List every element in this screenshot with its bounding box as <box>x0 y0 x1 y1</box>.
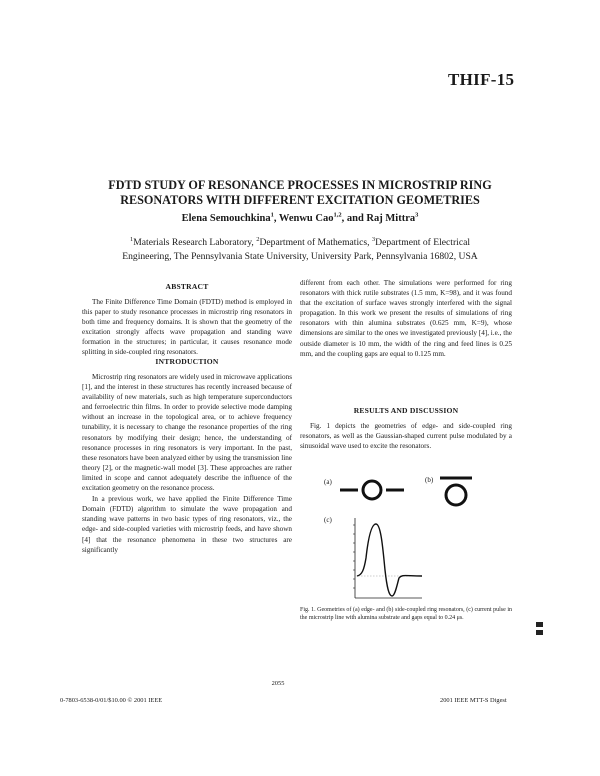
figure-1-caption: Fig. 1. Geometries of (a) edge- and (b) side-coupled ring resonators, (c) current pulse in the microstrip line with alumina substrate and gaps equal to 0.24 μs. <box>300 607 512 622</box>
author-separator: , <box>273 213 279 224</box>
author-3: Raj Mittra <box>366 213 416 224</box>
affil-text: Department of Mathematics, <box>259 237 372 248</box>
edge-coupled-ring-diagram <box>340 481 404 499</box>
title-line-1: FDTD STUDY OF RESONANCE PROCESSES IN MICROSTRIP RING <box>108 178 492 192</box>
abstract-heading: ABSTRACT <box>165 282 209 291</box>
affiliations <box>60 236 540 264</box>
margin-mark <box>536 622 543 627</box>
side-coupled-ring-diagram <box>440 478 472 505</box>
figure-label-c: (c) <box>324 516 332 524</box>
margin-mark <box>536 630 543 635</box>
results-heading: RESULTS AND DISCUSSION <box>353 406 459 415</box>
results-paragraph-1: Fig. 1 depicts the geometries of edge- and side-coupled ring resonators, as well as the Gaussian-shaped current pulse modulated by a sinusoidal wave used to excite the resonators. <box>300 422 512 451</box>
page-number: 2055 <box>271 680 285 687</box>
author-1: Elena Semouchkina <box>181 213 271 224</box>
continuation-paragraph: different from each other. The simulations were performed for ring resonators with thick rutile substrates (1.5 mm, K=98), and it was found that the excitation of surface waves strongly interfered with the signal propagation. In this work we present the results of simulations of ring resonators with thin alumina substrates (0.625 mm, K=9), whose dimensions are similar to the ones we investigated previously [4], i.e., the outside diameter is 10 mm, the width of the ring and feed lines is 0.25 mm, and the coupling gaps are equal to 0.125 mm. <box>300 279 512 358</box>
introduction-heading: INTRODUCTION <box>155 357 219 366</box>
intro-paragraph-2: In a previous work, we have applied the Finite Difference Time Domain (FDTD) algorithm to simulate the wave propagation and standing wave patterns in two basic types of ring resonators, viz., the edge- and side-coupled varieties with microstrip feeds, and have shown [4] that the resonance phenomena in these two structures are significantly <box>82 495 292 554</box>
figure-label-b: (b) <box>425 476 434 484</box>
title-line-2: RESONATORS WITH DIFFERENT EXCITATION GEOMETRIES <box>120 193 480 207</box>
affil-text: Department of Electrical <box>375 237 470 248</box>
right-column-continuation <box>300 278 512 359</box>
footer-copyright: 0-7803-6538-0/01/$10.00 © 2001 IEEE <box>60 697 163 704</box>
author-list <box>60 213 540 224</box>
affil-mark: 1 <box>130 235 134 243</box>
abstract-text <box>82 297 292 358</box>
intro-paragraph-1: Microstrip ring resonators are widely used in microwave applications [1], and the interest in these structures has recently increased because of availability of new materials, such as high temperature superconductors and ferroelectric thin films. In order to provide selective mode damping without an increase in the topological area, or to achieve frequency tunability, it is necessary to change the resonance properties of the ring resonators by modifying their design; hence, the understanding of resonance processes in ring resonators is very important. In the past, these resonators have been analyzed either by using the transmission line theory [2], or the magnetic-wall model [3]. These approaches are rather limited in scope and cannot adequately describe the influence of the excitation geometry on the resonance process. <box>82 373 292 493</box>
results-text <box>300 421 512 451</box>
affiliation-line-2: Engineering, The Pennsylvania State University, University Park, Pennsylvania 16802, USA <box>122 251 478 262</box>
footer-digest: 2001 IEEE MTT-S Digest <box>440 697 507 704</box>
author-separator: , and <box>341 213 367 224</box>
paper-code: THIF-15 <box>448 70 515 89</box>
figure-1-graphic <box>300 470 512 605</box>
affiliation-line-1 <box>60 236 540 250</box>
abstract-paragraph: The Finite Difference Time Domain (FDTD) method is employed in this paper to study resonance processes in microstrip ring resonators in both time and frequency domains. It is shown that the geometry of the excitation strongly affects wave propagation and standing wave formation in the structures; in particular, it causes resonance mode splitting in side-coupled ring resonators. <box>82 298 292 357</box>
author-3-affil: 3 <box>415 211 419 219</box>
author-1-affil: 1 <box>270 211 274 219</box>
author-2: Wenwu Cao <box>278 213 334 224</box>
current-pulse-plot <box>353 518 422 598</box>
paper-title <box>60 178 540 208</box>
author-2-affil: 1,2 <box>333 211 342 219</box>
affil-mark: 3 <box>371 235 376 243</box>
affil-mark: 2 <box>256 235 260 243</box>
introduction-text <box>82 372 292 555</box>
figure-label-a: (a) <box>324 478 332 486</box>
affil-text: Materials Research Laboratory, <box>133 237 257 248</box>
